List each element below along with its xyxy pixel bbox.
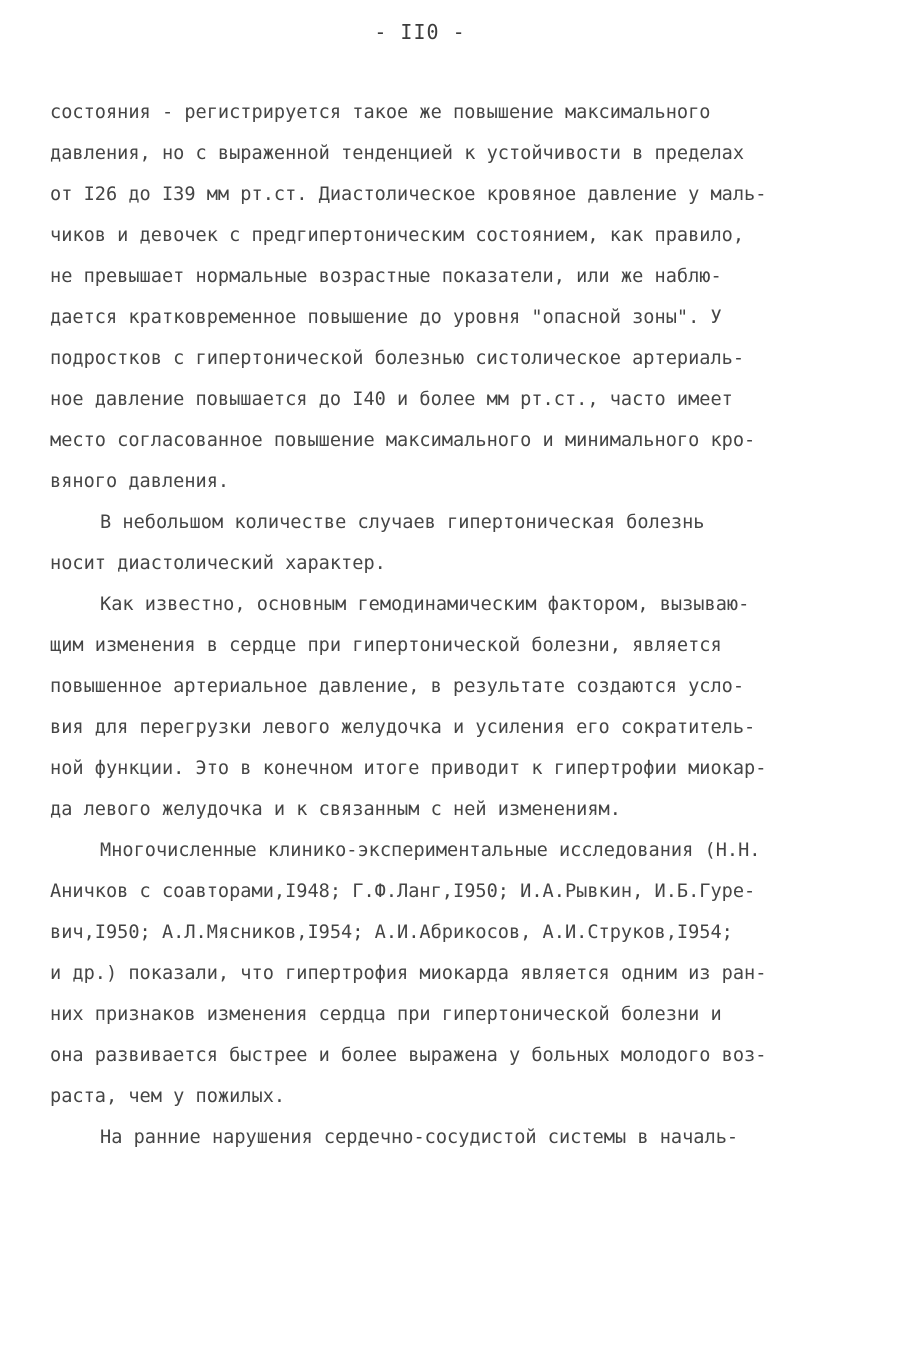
text-line: Как известно, основным гемодинамическим фактором, вызываю- <box>100 594 750 615</box>
text-line: дается кратковременное повышение до уровня "опасной зоны". У <box>50 307 722 328</box>
text-line: Аничков с соавторами,I948; Г.Ф.Ланг,I950; И.А.Рывкин, И.Б.Гуре- <box>50 881 756 902</box>
text-line: щим изменения в сердце при гипертонической болезни, является <box>50 635 722 656</box>
text-line: носит диастолический характер. <box>50 553 386 574</box>
text-line: ной функции. Это в конечном итоге приводит к гипертрофии миокар- <box>50 758 767 779</box>
text-line: вяного давления. <box>50 471 230 492</box>
text-line: чиков и девочек с предгипертоническим состоянием, как правило, <box>50 225 745 246</box>
text-line: место согласованное повышение максимального и минимального кро- <box>50 430 756 451</box>
paragraph-3 <box>50 584 850 830</box>
text-line: ное давление повышается до I40 и более мм рт.ст., часто имеет <box>50 389 733 410</box>
page-number: - II0 - <box>374 20 466 44</box>
text-line: состояния - регистрируется такое же повышение максимального <box>50 102 711 123</box>
text-line: подростков с гипертонической болезнью систолическое артериаль- <box>50 348 745 369</box>
text-line: раста, чем у пожилых. <box>50 1086 286 1107</box>
body-text <box>50 92 850 1158</box>
text-line: На ранние нарушения сердечно-сосудистой системы в началь- <box>100 1127 739 1148</box>
text-line: и др.) показали, что гипертрофия миокарда является одним из ран- <box>50 963 767 984</box>
text-line: Многочисленные клинико-экспериментальные исследования (Н.Н. <box>100 840 761 861</box>
text-line: повышенное артериальное давление, в результате создаются усло- <box>50 676 745 697</box>
paragraph-2 <box>50 502 850 584</box>
text-line: она развивается быстрее и более выражена у больных молодого воз- <box>50 1045 767 1066</box>
text-line: не превышает нормальные возрастные показатели, или же наблю- <box>50 266 722 287</box>
text-line: вич,I950; А.Л.Мясников,I954; А.И.Абрикосов, А.И.Струков,I954; <box>50 922 733 943</box>
text-line: от I26 до I39 мм рт.ст. Диастолическое кровяное давление у маль- <box>50 184 767 205</box>
paragraph-4 <box>50 830 850 1117</box>
text-line: давления, но с выраженной тенденцией к устойчивости в пределах <box>50 143 745 164</box>
paragraph-1 <box>50 92 850 502</box>
paragraph-5 <box>50 1117 850 1158</box>
text-line: да левого желудочка и к связанным с ней изменениям. <box>50 799 621 820</box>
text-line: них признаков изменения сердца при гипертонической болезни и <box>50 1004 722 1025</box>
text-line: В небольшом количестве случаев гипертоническая болезнь <box>100 512 705 533</box>
text-line: вия для перегрузки левого желудочка и усиления его сократитель- <box>50 717 756 738</box>
